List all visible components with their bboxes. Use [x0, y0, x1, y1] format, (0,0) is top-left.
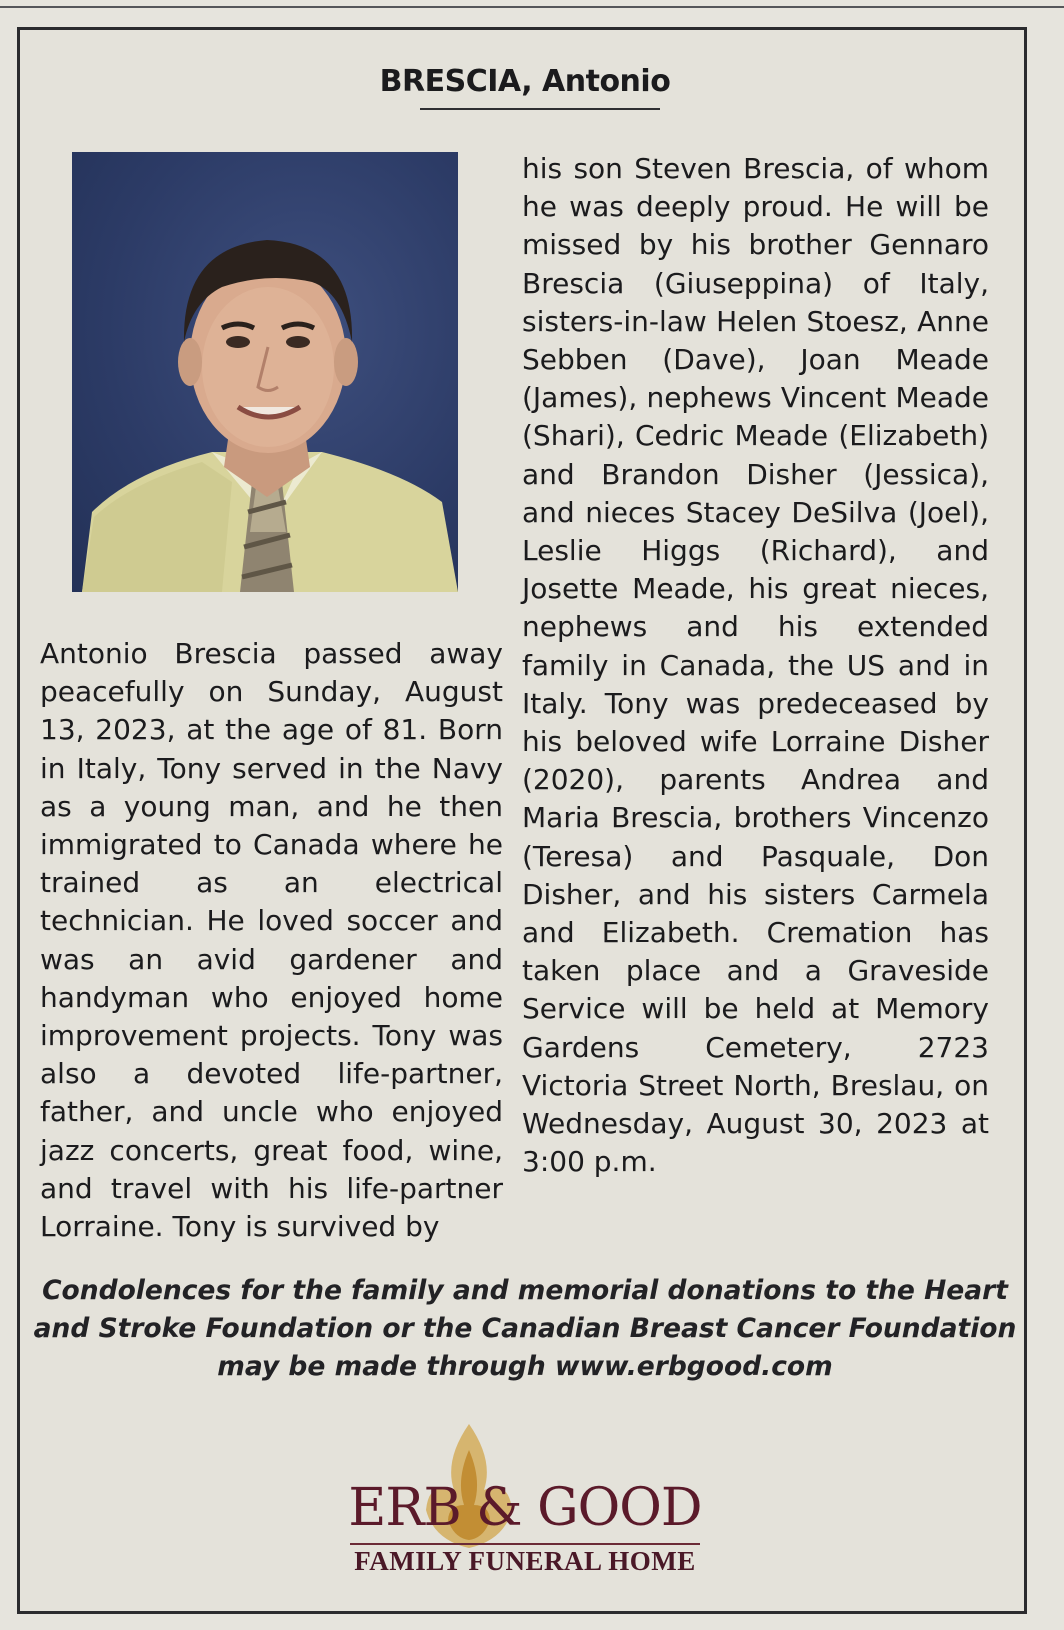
portrait-photo — [72, 152, 458, 592]
obituary-title: BRESCIA, Antonio — [379, 64, 671, 99]
funeral-home-subtitle: FAMILY FUNERAL HOME — [354, 1546, 696, 1576]
logo-divider — [350, 1543, 700, 1545]
page-top-rule — [0, 6, 1064, 8]
obituary-text-left-column: Antonio Brescia passed away peacefully on Sunday, August 13, 2023, at the age of 81. Born in Italy, Tony served in the Navy as a young man, and he then immigrated to Canada where he trained as an electrical technician. He loved soccer and was an avid gardener and handyman who enjoyed home improvement projects. Tony was also a devoted life-partner, father, and uncle who enjoyed jazz concerts, great food, wine, and travel with his life-partner Lorraine. Tony is survived by — [40, 637, 503, 1244]
obituary-frame — [17, 27, 1027, 1614]
obituary-text-right-column: his son Steven Brescia, of whom he was deeply proud. He will be missed by his brother Gennaro Brescia (Giuseppina) of Italy, sisters-in-law Helen Stoesz, Anne Sebben (Dave), Joan Meade (James), nephews Vincent Meade (Shari), Cedric Meade (Elizabeth) and Brandon Disher (Jessica), and nieces Stacey DeSilva (Joel), Leslie Higgs (Richard), and Josette Meade, his great nieces, nephews and his extended family in Canada, the US and in Italy. Tony was predeceased by his beloved wife Lorraine Disher (2020), parents Andrea and Maria Brescia, brothers Vincenzo (Teresa) and Pasquale, Don Disher, and his sisters Carmela and Elizabeth. Cremation has taken place and a Graveside Service will be held at Memory Gardens Cemetery, 2723 Victoria Street North, Breslau, on Wednesday, August 30, 2023 at 3:00 p.m. — [522, 152, 989, 1179]
condolences-note: Condolences for the family and memorial donations to the Heart and Stroke Foundation or the Canadian Breast Cancer Foundation may be made through www.erbgood.com — [33, 1275, 1017, 1382]
funeral-home-name: ERB & GOOD — [348, 1478, 702, 1538]
title-underline — [420, 108, 660, 110]
funeral-home-logo — [310, 1420, 740, 1600]
